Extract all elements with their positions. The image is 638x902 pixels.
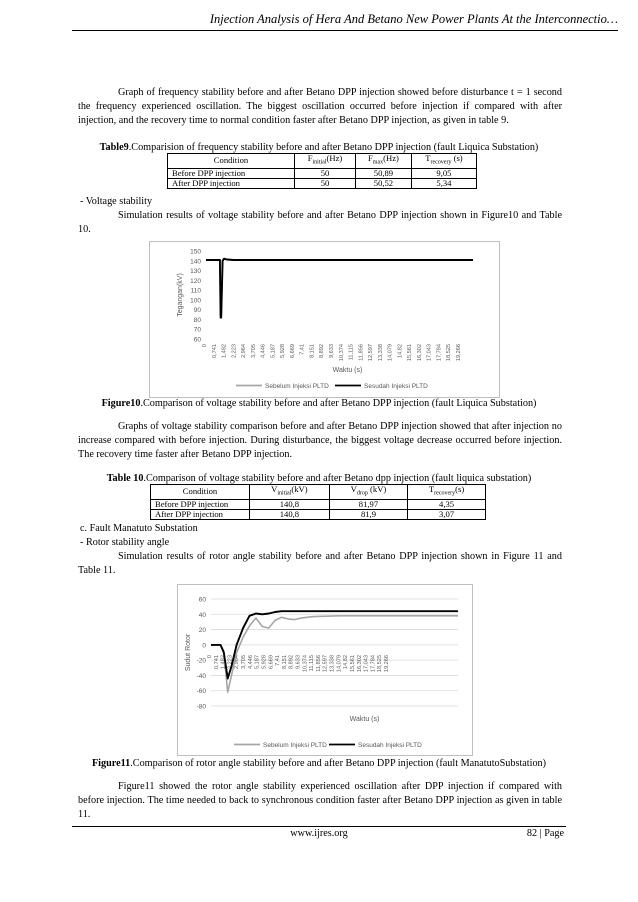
x-tick-label: 5,928 [261, 655, 268, 669]
table10-header-trecovery [408, 485, 486, 500]
x-tick-label: 14,82 [397, 344, 404, 358]
header-text: T [425, 153, 431, 163]
table10 [150, 484, 486, 520]
x-tick-label: 9,633 [295, 655, 302, 669]
x-tick-label: 8,151 [309, 344, 316, 358]
x-tick-label: 6,669 [268, 655, 275, 669]
y-tick-label: 120 [190, 277, 201, 285]
series-line-after [206, 259, 473, 318]
table-row [151, 499, 486, 509]
figure10-caption-text: .Comparison of voltage stability before and after Betano DPP injection (fault Liquica Substation) [140, 398, 537, 409]
x-tick-label: 14,079 [387, 344, 394, 362]
y-tick-label: 20 [198, 627, 206, 635]
table9-header-trecovery [411, 154, 476, 169]
table10-caption-text: .Comparison of voltage stability before and after Betano dpp injection (fault liquica substation) [143, 473, 532, 484]
table10-header-condition [151, 485, 250, 500]
x-tick-label: 6,669 [289, 344, 296, 358]
y-tick-label: 40 [198, 611, 206, 619]
x-tick-label: 17,784 [370, 655, 377, 673]
x-tick-label: 11,856 [358, 344, 365, 361]
table-cell: 3,07 [408, 509, 486, 519]
table9-header-finitial [295, 154, 356, 169]
x-tick-label: 8,892 [288, 655, 295, 669]
x-tick-label: 15,561 [349, 655, 356, 673]
table10-caption-label: Table 10 [106, 473, 144, 484]
x-tick-label: 5,187 [254, 655, 261, 669]
y-tick-label: 70 [193, 326, 201, 334]
table-cell: 50 [295, 168, 356, 178]
legend-label-after: Sesudah Injeksi PLTD [358, 742, 422, 749]
table-cell: 50,52 [356, 178, 412, 188]
x-tick-label: 4,446 [260, 344, 267, 358]
x-tick-label: 3,705 [241, 655, 248, 669]
figure11-chart [178, 585, 472, 755]
series-line-before [206, 258, 473, 317]
x-tick-label: 18,525 [446, 344, 453, 362]
x-tick-label: 10,374 [338, 344, 345, 362]
header-unit: (Hz) [326, 153, 343, 163]
figure11-caption-text: .Comparison of rotor angle stability before and after Betano DPP injection (fault ManatutoSubstation) [130, 758, 547, 769]
header-text: Condition [213, 155, 249, 166]
x-tick-label: 17,784 [436, 344, 443, 362]
x-tick-label: 3,705 [250, 344, 257, 358]
x-tick-label: 11,115 [348, 344, 355, 361]
table9-caption-text: .Comparision of frequency stability before and after Betano DPP injection (fault Liquica Substation) [128, 142, 539, 153]
table-cell-condition: Before DPP injection [168, 168, 295, 178]
fault-manatuto-heading: c. Fault Manatuto Substation [80, 523, 198, 534]
table-cell: 140,8 [250, 509, 330, 519]
figure11-caption [20, 758, 618, 769]
x-axis-title: Waktu (s) [332, 367, 363, 374]
x-tick-label: 7,41 [275, 655, 282, 666]
x-tick-label: 14,079 [336, 655, 343, 673]
table-cell: 81,9 [329, 509, 407, 519]
table-row [151, 509, 486, 519]
x-tick-label: 2,223 [227, 655, 234, 669]
paragraph-frequency: Graph of frequency stability before and after Betano DPP injection showed before disturbance t = 1 second the frequency experienced oscillation. The biggest oscillation occurred before injection if compared with after injection, and the recovery time to normal condition faster after Betano DPP injection, as given in table 9. [78, 87, 562, 126]
table-cell: 50 [295, 178, 356, 188]
x-tick-label: 16,302 [416, 344, 423, 362]
header-subscript: drop [356, 490, 368, 497]
table-cell: 5,34 [411, 178, 476, 188]
x-tick-label: 13,338 [377, 344, 384, 362]
x-tick-label: 18,525 [377, 655, 384, 673]
header-unit: (s) [455, 484, 465, 494]
figure11-frame [177, 584, 473, 756]
running-header: Injection Analysis of Hera And Betano New Power Plants At the Interconnectio… [209, 12, 618, 26]
header-text: F [368, 153, 373, 163]
figure10-frame [149, 241, 500, 398]
table9-header-row [168, 154, 477, 169]
y-tick-label: -40 [196, 672, 206, 680]
header-unit: (kV) [367, 484, 387, 494]
table-cell: 140,8 [250, 499, 330, 509]
paragraph-voltage-analysis: Graphs of voltage stability comparison before and after Betano DPP injection showed that after injection no increase compared with before injection. During disturbance, the biggest voltage decrease occurred before injection. The recovery time faster after Betano DPP injection. [78, 421, 562, 460]
header-unit: (kV) [291, 484, 308, 494]
table-cell: 50,89 [356, 168, 412, 178]
x-tick-label: 16,302 [356, 655, 363, 673]
x-tick-label: 19,266 [384, 655, 390, 673]
x-tick-label: 14,82 [343, 655, 350, 669]
table9-caption [20, 142, 618, 153]
header-unit: (s) [451, 153, 463, 163]
header-subscript: recovery [430, 159, 452, 166]
legend-label-before: Sebelum Injeksi PLTD [265, 383, 329, 390]
x-tick-label: 15,561 [407, 344, 414, 362]
x-tick-label: 0 [202, 344, 208, 348]
y-tick-label: 80 [193, 316, 201, 324]
y-tick-label: 150 [190, 248, 201, 256]
table9-header-condition [168, 154, 295, 169]
y-tick-label: 130 [190, 268, 201, 276]
series-line-before [211, 616, 458, 692]
x-tick-label: 12,597 [322, 655, 329, 673]
y-tick-label: 60 [193, 336, 201, 344]
header-subscript: initial [312, 159, 327, 166]
y-tick-label: 110 [190, 287, 201, 295]
table9-caption-label: Table9 [99, 142, 129, 153]
x-tick-label: 2,964 [234, 655, 241, 669]
voltage-stability-heading: - Voltage stability [80, 196, 153, 207]
table-cell: 4,35 [408, 499, 486, 509]
y-tick-label: 140 [190, 258, 201, 266]
table-cell: 9,05 [411, 168, 476, 178]
y-axis-title: Sudut Rotor [185, 633, 192, 672]
footer-url: www.ijres.org [290, 828, 348, 839]
x-tick-label: 0,741 [211, 344, 218, 358]
x-tick-label: 1,482 [220, 655, 227, 669]
header-subscript: max [372, 159, 384, 166]
x-tick-label: 9,633 [329, 344, 335, 358]
paragraph-rotor-analysis: Figure11 showed the rotor angle stability experienced oscillation after DPP injection if compared with before injection. The time needed to back to synchronous condition faster after Betano DPP injection as given in table 11. [78, 781, 562, 820]
y-tick-label: -80 [196, 703, 206, 711]
figure10-chart [150, 242, 499, 397]
paragraph-voltage-intro: Simulation results of voltage stability before and after Betano DPP injection shown in Figure10 and Table 10. [78, 210, 562, 235]
figure11-caption-label: Figure11 [91, 758, 131, 769]
header-text: Condition [182, 486, 218, 497]
x-tick-label: 5,187 [270, 344, 277, 358]
x-tick-label: 19,266 [456, 344, 462, 362]
table-row [168, 178, 477, 188]
x-tick-label: 17,043 [426, 344, 433, 362]
x-tick-label: 7,41 [299, 344, 306, 355]
table9-header-fmax [356, 154, 412, 169]
x-tick-label: 0,741 [213, 655, 220, 669]
header-subscript: recovery [434, 490, 456, 497]
x-tick-label: 8,892 [319, 344, 326, 358]
table-cell-condition: After DPP injection [168, 178, 295, 188]
table10-header-vdrop [329, 485, 407, 500]
figure10-caption [20, 398, 618, 409]
x-tick-label: 2,223 [231, 344, 238, 358]
y-tick-label: 90 [193, 307, 201, 315]
y-axis-title: Tegangan(kV) [177, 273, 184, 317]
x-tick-label: 13,338 [329, 655, 336, 673]
table9 [167, 153, 477, 189]
y-tick-label: 0 [202, 642, 206, 650]
x-axis-title: Waktu (s) [349, 716, 380, 723]
x-tick-label: 11,856 [315, 655, 322, 672]
y-tick-label: 100 [190, 297, 201, 305]
legend-label-after: Sesudah Injeksi PLTD [364, 383, 428, 390]
y-tick-label: -20 [196, 657, 206, 665]
table10-header-row [151, 485, 486, 500]
header-unit: (Hz) [383, 153, 399, 163]
x-tick-label: 8,151 [281, 655, 288, 669]
table-cell-condition: After DPP injection [151, 509, 250, 519]
x-tick-label: 2,964 [241, 344, 248, 358]
header-rule [72, 30, 618, 31]
table10-header-vinitial [250, 485, 330, 500]
rotor-stability-heading: - Rotor stability angle [80, 537, 170, 548]
x-tick-label: 4,446 [247, 655, 254, 669]
header-subscript: initial [277, 490, 292, 497]
paragraph-rotor-intro: Simulation results of rotor angle stability before and after Betano DPP injection shown in Figure 11 and Table 11. [78, 551, 562, 576]
x-tick-label: 1,482 [221, 344, 228, 358]
legend-label-before: Sebelum Injeksi PLTD [263, 742, 327, 749]
figure10-caption-label: Figure10 [101, 398, 141, 409]
x-tick-label: 17,043 [363, 655, 370, 673]
x-tick-label: 12,597 [368, 344, 375, 362]
table-cell-condition: Before DPP injection [151, 499, 250, 509]
y-tick-label: 60 [198, 596, 206, 604]
table-row [168, 168, 477, 178]
table10-caption [20, 473, 618, 484]
x-tick-label: 5,928 [280, 344, 287, 358]
x-tick-label: 10,374 [302, 655, 309, 673]
header-text: V [271, 484, 278, 494]
header-text: V [350, 484, 357, 494]
x-tick-label: 11,115 [309, 655, 316, 672]
footer-page-number: 82 | Page [526, 828, 564, 839]
footer-rule [72, 826, 566, 827]
x-tick-label: 0 [207, 655, 213, 659]
header-text: F [307, 153, 313, 163]
header-text: T [428, 484, 435, 494]
y-tick-label: -60 [196, 688, 206, 696]
table-cell: 81,97 [329, 499, 407, 509]
